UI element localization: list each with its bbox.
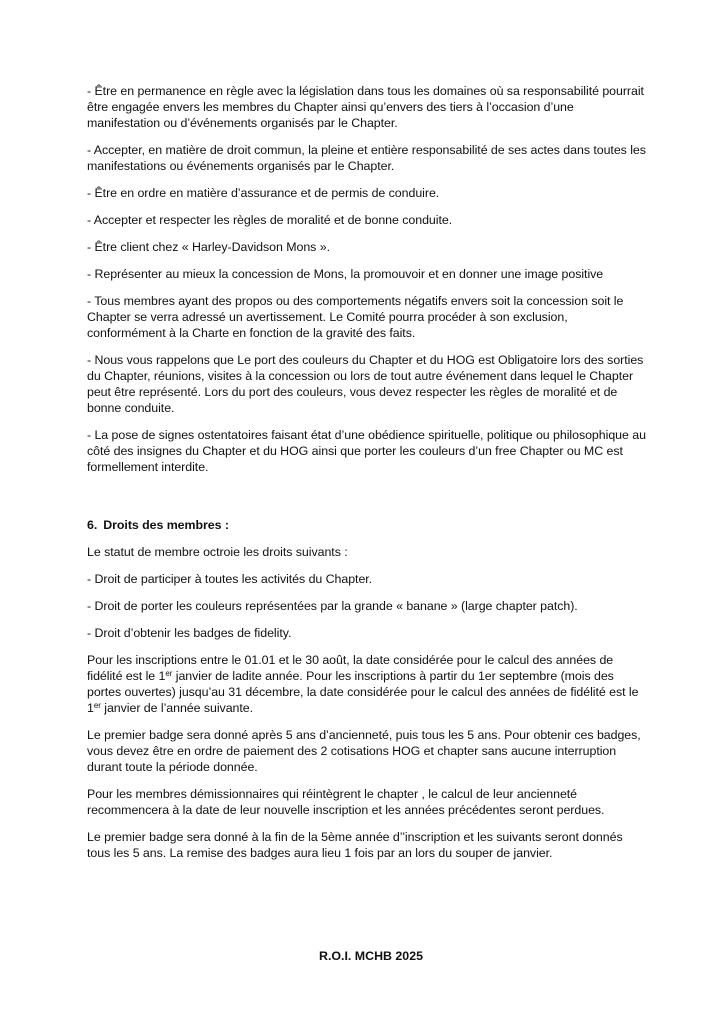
rules-list — [87, 83, 647, 475]
inscriptions-text-3: janvier de l’année suivante. — [100, 701, 254, 715]
rule-item: - Tous membres ayant des propos ou des comportements négatifs envers soit la concession soit le Chapter se verra adressé un avertissement. Le Comité pourra procéder à son exclusion, conformément à la Charte en fonction de la gravité des faits. — [87, 294, 624, 340]
inscriptions-text-1: Pour les inscriptions entre le 01.01 et le 30 août, la date considérée pour le calcul des années de fidélité est le 1 — [87, 653, 614, 683]
resignation-paragraph: Pour les membres démissionnaires qui réintègrent le chapter , le calcul de leur ancienneté recommencera à la date de leur nouvelle inscription et les années précédentes seront perdues. — [87, 787, 605, 817]
inscriptions-text-2: janvier de ladite année. Pour les inscriptions à partir du 1er septembre (mois des portes ouvertes) jusqu’au 31 décembre, la date considérée pour le calcul des années de fidélité est le 1 — [87, 669, 639, 715]
right-item: - Droit de porter les couleurs représentées par la grande « banane » (large chapter patch). — [87, 599, 578, 613]
badge-ceremony-paragraph: Le premier badge sera donné à la fin de la 5ème année d’’inscription et les suivants seront donnés tous les 5 ans. La remise des badges aura lieu 1 fois par an lors du souper de janvier. — [87, 830, 623, 860]
superscript-er: er — [93, 701, 101, 710]
section-heading — [87, 517, 647, 533]
inscriptions-paragraph — [87, 652, 647, 716]
rule-item: - Accepter et respecter les règles de moralité et de bonne conduite. — [87, 213, 453, 227]
badge-paragraph: Le premier badge sera donné après 5 ans d’ancienneté, puis tous les 5 ans. Pour obtenir ces badges, vous devez être en ordre de paiement des 2 cotisations HOG et chapter sans aucune interruption durant toute la période donnée. — [87, 728, 641, 774]
section-intro: Le statut de membre octroie les droits suivants : — [87, 545, 348, 559]
right-item: - Droit de participer à toutes les activités du Chapter. — [87, 572, 373, 586]
document-page — [87, 83, 647, 861]
section-title: Droits des membres : — [103, 518, 229, 532]
right-item: - Droit d’obtenir les badges de fidelity. — [87, 626, 292, 640]
page-footer: R.O.I. MCHB 2025 — [319, 949, 423, 963]
rule-item: - Être en ordre en matière d’assurance et de permis de conduire. — [87, 186, 440, 200]
rule-item: - La pose de signes ostentatoires faisant état d’une obédience spirituelle, politique ou philosophique au côté des insignes du Chapter et du HOG ainsi que porter les couleurs d’un free Chapter ou MC est formellement interdite. — [87, 428, 646, 474]
rule-item: - Représenter au mieux la concession de Mons, la promouvoir et en donner une image positive — [87, 267, 604, 281]
superscript-er: er — [165, 669, 173, 678]
rule-item: - Accepter, en matière de droit commun, la pleine et entière responsabilité de ses actes dans toutes les manifestations ou événements organisés par le Chapter. — [87, 143, 646, 173]
rule-item: - Nous vous rappelons que Le port des couleurs du Chapter et du HOG est Obligatoire lors des sorties du Chapter, réunions, visites à la concession ou lors de tout autre événement dans lequel le Chapter peut être représenté. Lors du port des couleurs, vous devez respecter les règles de moralité et de bonne conduite. — [87, 353, 644, 415]
section-number: 6. — [87, 518, 98, 532]
rule-item: - Être en permanence en règle avec la législation dans tous les domaines où sa responsabilité pourrait être engagée envers les membres du Chapter ainsi qu’envers des tiers à l’occasion d’une manifestation ou d’événements organisés par le Chapter. — [87, 84, 644, 130]
rule-item: - Être client chez « Harley-Davidson Mons ». — [87, 240, 330, 254]
